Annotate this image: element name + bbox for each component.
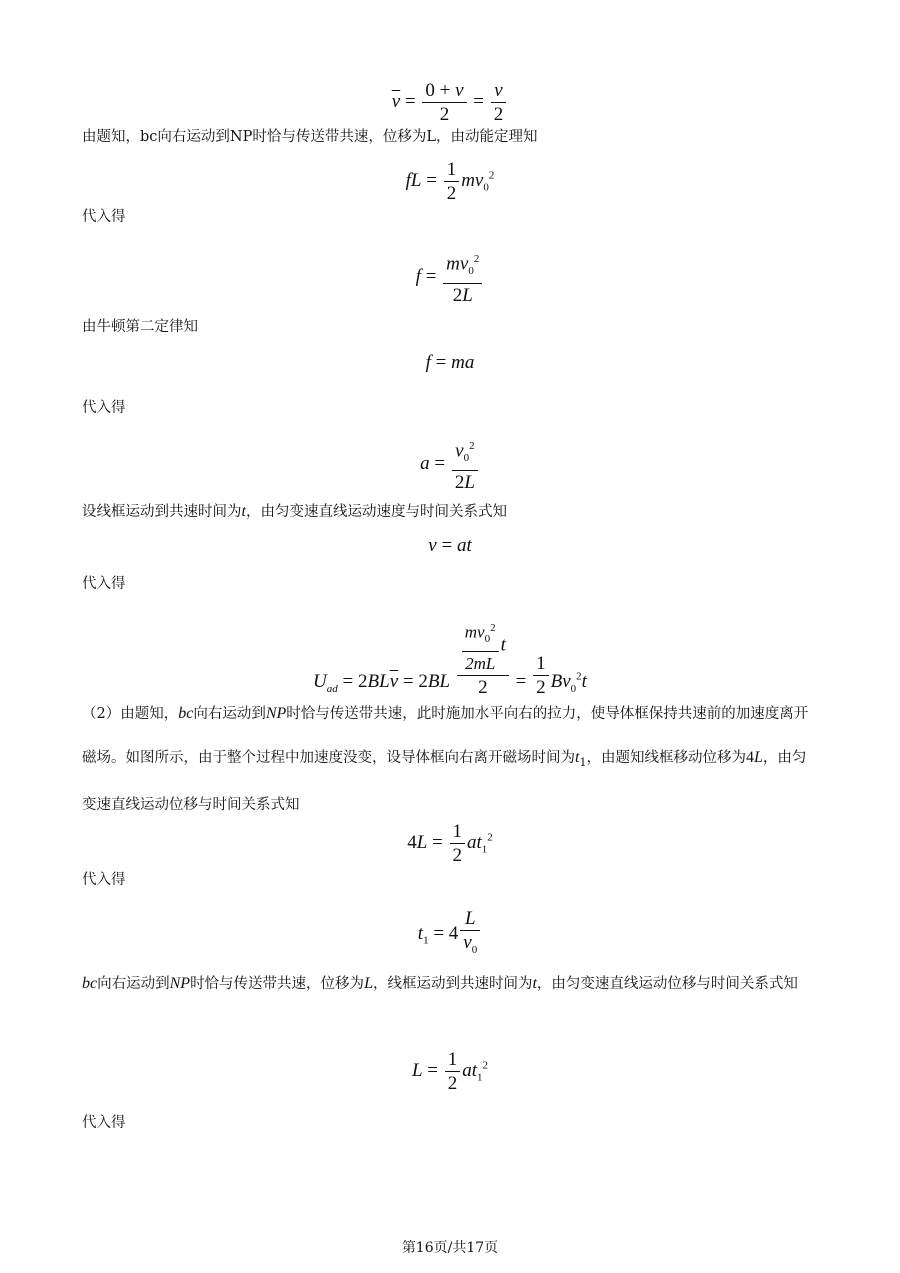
paragraph-substitute-2: 代入得: [82, 400, 126, 416]
paragraph-displacement-L: bc向右运动到NP时恰与传送带共速，位移为L，线框运动到共速时间为t，由匀变速直线运动位移与时间关系式知: [82, 975, 798, 992]
equation-work-energy: fL = $\frac{1}{2}$ $mv_0^2$: [405, 159, 495, 204]
paragraph-substitute-5: 代入得: [82, 1115, 126, 1131]
paragraph-substitute-3: 代入得: [82, 576, 126, 592]
equation-voltage: $U_{ad} = 2BL\overline{v} = 2BL$ $\frac{mv_0^2}{2mL}$ t 2 = $\frac{1}{2}$ $Bv_0^2t$: [0, 617, 900, 700]
equation-average-velocity: $\overline{v}$ = $\frac{0 + v}{2}$ = $\frac{v}{2}$: [0, 79, 900, 126]
paragraph-time-to-common-speed: 设线框运动到共速时间为t，由匀变速直线运动速度与时间关系式知: [82, 503, 507, 520]
equation-newton: f = ma: [425, 352, 475, 373]
page-number: 第16页/共17页: [401, 1240, 499, 1256]
equation-displacement-4L: 4L = $\frac{1}{2}$ $at_1^2$: [407, 821, 493, 866]
equation-velocity-time: v = at: [428, 535, 472, 556]
paragraph-substitute-4: 代入得: [82, 872, 126, 888]
equation-displacement-L: L = $\frac{1}{2}$ $at_1^2$: [411, 1049, 489, 1094]
paragraph-substitute-1: 代入得: [82, 209, 126, 225]
paragraph-work-energy: 由题知，bc向右运动到NP时恰与传送带共速，位移为L，由动能定理知: [82, 129, 538, 145]
equation-acceleration: a = $\frac{v_0^2}{2L}$: [0, 435, 900, 494]
paragraph-part-2: （2）由题知，bc向右运动到NP时恰与传送带共速，此时施加水平向右的拉力，使导体框保持共速前的加速度离开磁场。如图所示，由于整个过程中加速度没变，设导体框向右离开磁场时间为$t_1$，由题知线框移动位移为4L，由匀变速直线运动位移与时间关系式知: [82, 705, 809, 813]
paragraph-newton: 由牛顿第二定律知: [82, 319, 198, 335]
equation-friction: f = $\frac{mv_0^2}{2L}$: [0, 248, 900, 307]
equation-time-t1: $t_1 = 4$ $\frac{L}{v_0}$: [0, 907, 900, 962]
